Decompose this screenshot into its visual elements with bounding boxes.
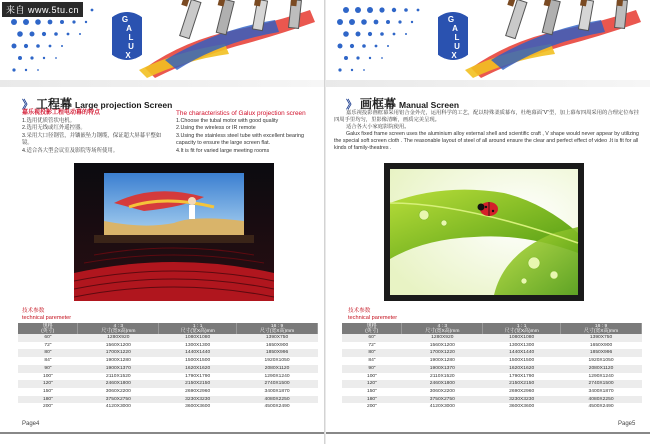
table-row <box>342 373 642 381</box>
table-row <box>18 334 318 342</box>
spec-table-header <box>18 323 318 334</box>
table-cell: 1700X1220 <box>402 349 483 357</box>
table-cell: 2740X1500 <box>561 380 642 388</box>
logo-letter: L <box>128 33 134 42</box>
table-row <box>342 342 642 350</box>
table-cell: 180" <box>18 396 78 404</box>
table-cell: 3400X1870 <box>561 388 642 396</box>
table-cell: 3750X2750 <box>402 396 483 404</box>
watermark-label: 来自 www.5tu.cn <box>2 2 83 17</box>
table-cell: 1850X996 <box>237 349 318 357</box>
table-cell: 1290X1240 <box>561 373 642 381</box>
table-cell: 1650X900 <box>237 342 318 350</box>
table-cell: 1440X1440 <box>159 349 237 357</box>
table-cell: 1900X1280 <box>78 357 159 365</box>
table-cell: 1500X1500 <box>159 357 237 365</box>
col-header: 规格 (英寸) <box>18 323 78 334</box>
paint-brushes-illustration <box>451 0 650 80</box>
table-cell: 4080X2250 <box>561 396 642 404</box>
intro-paragraph-en: Galux fixed frame screen uses the aluminium alloy external shell and scientific craft , V shape would never appear by utilizing the special soft screen cloth . The reasonable layout of steel of all around ensure the clear and perfect effect of video .It is fit for all kinds of family-theatres . <box>334 131 639 152</box>
table-cell: 80" <box>342 349 402 357</box>
tech-params-label <box>348 308 397 322</box>
table-row <box>342 349 642 357</box>
table-cell: 100" <box>18 373 78 381</box>
table-cell: 1290X1240 <box>237 373 318 381</box>
tech-params-en: technical paremeter <box>348 315 398 321</box>
logo-letter: G <box>447 15 455 24</box>
page-number: Page4 <box>22 421 40 427</box>
section-title-cn: 画框幕 <box>360 97 397 111</box>
right-page <box>326 0 650 444</box>
table-cell: 200" <box>18 403 78 411</box>
table-cell: 2460X1800 <box>402 380 483 388</box>
table-cell: 1280X920 <box>78 334 159 342</box>
table-cell: 1390X750 <box>561 334 642 342</box>
features-en-item: 3.Using the stainless steel tube with excellent bearing capacity to ensure the large screen flat. <box>176 132 304 147</box>
table-cell: 80" <box>18 349 78 357</box>
table-cell: 1620X1620 <box>483 365 561 373</box>
table-cell: 3600X3600 <box>483 403 561 411</box>
section-arrow-icon: 》 <box>346 99 357 111</box>
table-cell: 1650X900 <box>561 342 642 350</box>
table-cell: 1700X1220 <box>78 349 159 357</box>
table-cell: 1790X1790 <box>483 373 561 381</box>
page-header <box>0 0 324 80</box>
tech-params-label <box>22 308 71 322</box>
logo-letter: A <box>126 24 132 33</box>
table-cell: 1300X1300 <box>159 342 237 350</box>
table-row <box>342 396 642 404</box>
features-en-item: 2.Using the wireless or IR remote <box>176 125 256 132</box>
table-row <box>18 388 318 396</box>
col-header: 规格 (英寸) <box>342 323 402 334</box>
section-title-en: Large projection Screen <box>75 100 173 110</box>
features-cn-item: 4.适合各大型会议室及影院等场所使用。 <box>22 147 119 154</box>
table-row <box>18 357 318 365</box>
table-cell: 2080X1120 <box>561 365 642 373</box>
intro-paragraph-cn: 嘉乐视投影画框幕采用铝合金外壳，运用科学的工艺，配以特殊柔质幕布，杜绝幕面“V”型，加上幕布四周采用的合理定位布挂四周手里均匀，里影像清晰，画质完美呈现。 <box>334 110 640 124</box>
table-cell: 3600X3600 <box>159 403 237 411</box>
table-cell: 120" <box>18 380 78 388</box>
table-cell: 90" <box>18 365 78 373</box>
table-cell: 72" <box>342 342 402 350</box>
col-header: 16 : 9 尺寸(宽X高)mm <box>561 323 642 334</box>
features-cn-heading: 嘉乐视投影工程电动幕的特点 <box>22 110 101 116</box>
table-cell: 1900X1280 <box>402 357 483 365</box>
spec-table-header <box>342 323 642 334</box>
table-row <box>18 380 318 388</box>
table-cell: 1560X1200 <box>78 342 159 350</box>
table-cell: 84" <box>18 357 78 365</box>
spec-table <box>18 323 318 411</box>
table-cell: 1900X1370 <box>78 365 159 373</box>
table-cell: 200" <box>342 403 402 411</box>
table-cell: 4500X2490 <box>561 403 642 411</box>
header-band <box>326 80 650 87</box>
table-cell: 150" <box>18 388 78 396</box>
features-en-heading: The characteristics of Galux projection screen <box>176 110 306 117</box>
table-cell: 2080X1120 <box>237 365 318 373</box>
auditorium-photo <box>74 163 274 301</box>
table-cell: 3750X2750 <box>78 396 159 404</box>
page-number: Page5 <box>618 421 636 427</box>
table-row <box>342 334 642 342</box>
table-row <box>342 388 642 396</box>
logo-letter: X <box>125 51 131 60</box>
col-header: 16 : 9 尺寸(宽X高)mm <box>237 323 318 334</box>
table-cell: 2690X2960 <box>159 388 237 396</box>
footer-rule <box>0 432 324 434</box>
tech-params-cn: 技术参数 <box>348 308 371 314</box>
logo-letter: A <box>452 24 458 33</box>
table-cell: 3400X1870 <box>237 388 318 396</box>
table-cell: 1920X1050 <box>237 357 318 365</box>
left-page <box>0 0 324 444</box>
col-header: 1 : 1 尺寸(宽X高)mm <box>483 323 561 334</box>
table-row <box>18 373 318 381</box>
logo-letter: L <box>454 33 460 42</box>
features-cn-item: 1.选用优质管状电机。 <box>22 117 76 124</box>
table-cell: 2110X1520 <box>402 373 483 381</box>
product-intro <box>334 110 642 153</box>
table-row <box>18 349 318 357</box>
logo-letter: U <box>454 42 460 51</box>
table-cell: 1440X1440 <box>483 349 561 357</box>
table-row <box>342 357 642 365</box>
features-en-item: 1.Choose the tubal motor with good quality <box>176 117 279 124</box>
table-cell: 1280X920 <box>402 334 483 342</box>
paint-brushes-illustration <box>125 0 324 80</box>
table-cell: 1620X1620 <box>159 365 237 373</box>
framed-screen-photo <box>384 163 584 301</box>
features-cn <box>22 110 172 156</box>
spec-table-body <box>342 334 642 411</box>
table-cell: 90" <box>342 365 402 373</box>
table-cell: 1920X1050 <box>561 357 642 365</box>
tech-params-cn: 技术参数 <box>22 308 45 314</box>
table-row <box>342 365 642 373</box>
table-row <box>18 365 318 373</box>
table-cell: 4500X2490 <box>237 403 318 411</box>
table-cell: 1790X1790 <box>159 373 237 381</box>
spec-table <box>342 323 642 411</box>
features-cn-item: 2.选用无线或红外遥控器。 <box>22 125 86 132</box>
table-row <box>342 380 642 388</box>
table-cell: 2690X2960 <box>483 388 561 396</box>
table-cell: 3060X2200 <box>402 388 483 396</box>
tech-params-en: technical paremeter <box>22 315 72 321</box>
header-band <box>0 80 324 87</box>
table-cell: 60" <box>18 334 78 342</box>
col-header: 4 : 3 尺寸(宽X高)mm <box>78 323 159 334</box>
halftone-dots-decoration <box>326 0 436 80</box>
section-arrow-icon: 》 <box>22 99 33 111</box>
table-row <box>18 342 318 350</box>
table-cell: 3230X3230 <box>159 396 237 404</box>
table-cell: 1900X1370 <box>402 365 483 373</box>
table-cell: 150" <box>342 388 402 396</box>
table-cell: 1500X1500 <box>483 357 561 365</box>
table-cell: 1080X1080 <box>159 334 237 342</box>
table-cell: 2740X1500 <box>237 380 318 388</box>
features-en <box>176 110 316 156</box>
table-cell: 4120X3000 <box>402 403 483 411</box>
logo-letter: X <box>451 51 457 60</box>
table-cell: 100" <box>342 373 402 381</box>
table-cell: 1080X1080 <box>483 334 561 342</box>
table-cell: 3230X3230 <box>483 396 561 404</box>
table-row <box>18 396 318 404</box>
table-cell: 4080X2250 <box>237 396 318 404</box>
logo-letter: U <box>128 42 134 51</box>
table-cell: 1850X996 <box>561 349 642 357</box>
table-row <box>342 403 642 411</box>
table-cell: 2150X2150 <box>483 380 561 388</box>
table-cell: 180" <box>342 396 402 404</box>
col-header: 1 : 1 尺寸(宽X高)mm <box>159 323 237 334</box>
footer-rule <box>326 432 650 434</box>
table-row <box>18 403 318 411</box>
page-header <box>326 0 650 80</box>
section-title-en: Manual Screen <box>399 100 460 110</box>
col-header: 4 : 3 尺寸(宽X高)mm <box>402 323 483 334</box>
table-cell: 2110X1520 <box>78 373 159 381</box>
features-en-item: 4.It is fit for varied large meeting rooms <box>176 147 270 154</box>
table-cell: 2460X1800 <box>78 380 159 388</box>
features-cn-item: 3.采用大口径钢管，并镶嵌坠力钢缆，保证超大屏幕平整如镜。 <box>22 132 162 147</box>
table-cell: 120" <box>342 380 402 388</box>
logo-letter: G <box>121 15 129 24</box>
table-cell: 84" <box>342 357 402 365</box>
table-cell: 1390X750 <box>237 334 318 342</box>
table-cell: 1300X1300 <box>483 342 561 350</box>
table-cell: 1560X1200 <box>402 342 483 350</box>
table-cell: 2150X2150 <box>159 380 237 388</box>
table-cell: 72" <box>18 342 78 350</box>
spec-table-body <box>18 334 318 411</box>
intro-paragraph-cn: 适合各大小家庭影院使用。 <box>346 124 410 131</box>
table-cell: 3060X2200 <box>78 388 159 396</box>
section-title-cn: 工程幕 <box>36 97 73 111</box>
table-cell: 4120X3000 <box>78 403 159 411</box>
table-cell: 60" <box>342 334 402 342</box>
